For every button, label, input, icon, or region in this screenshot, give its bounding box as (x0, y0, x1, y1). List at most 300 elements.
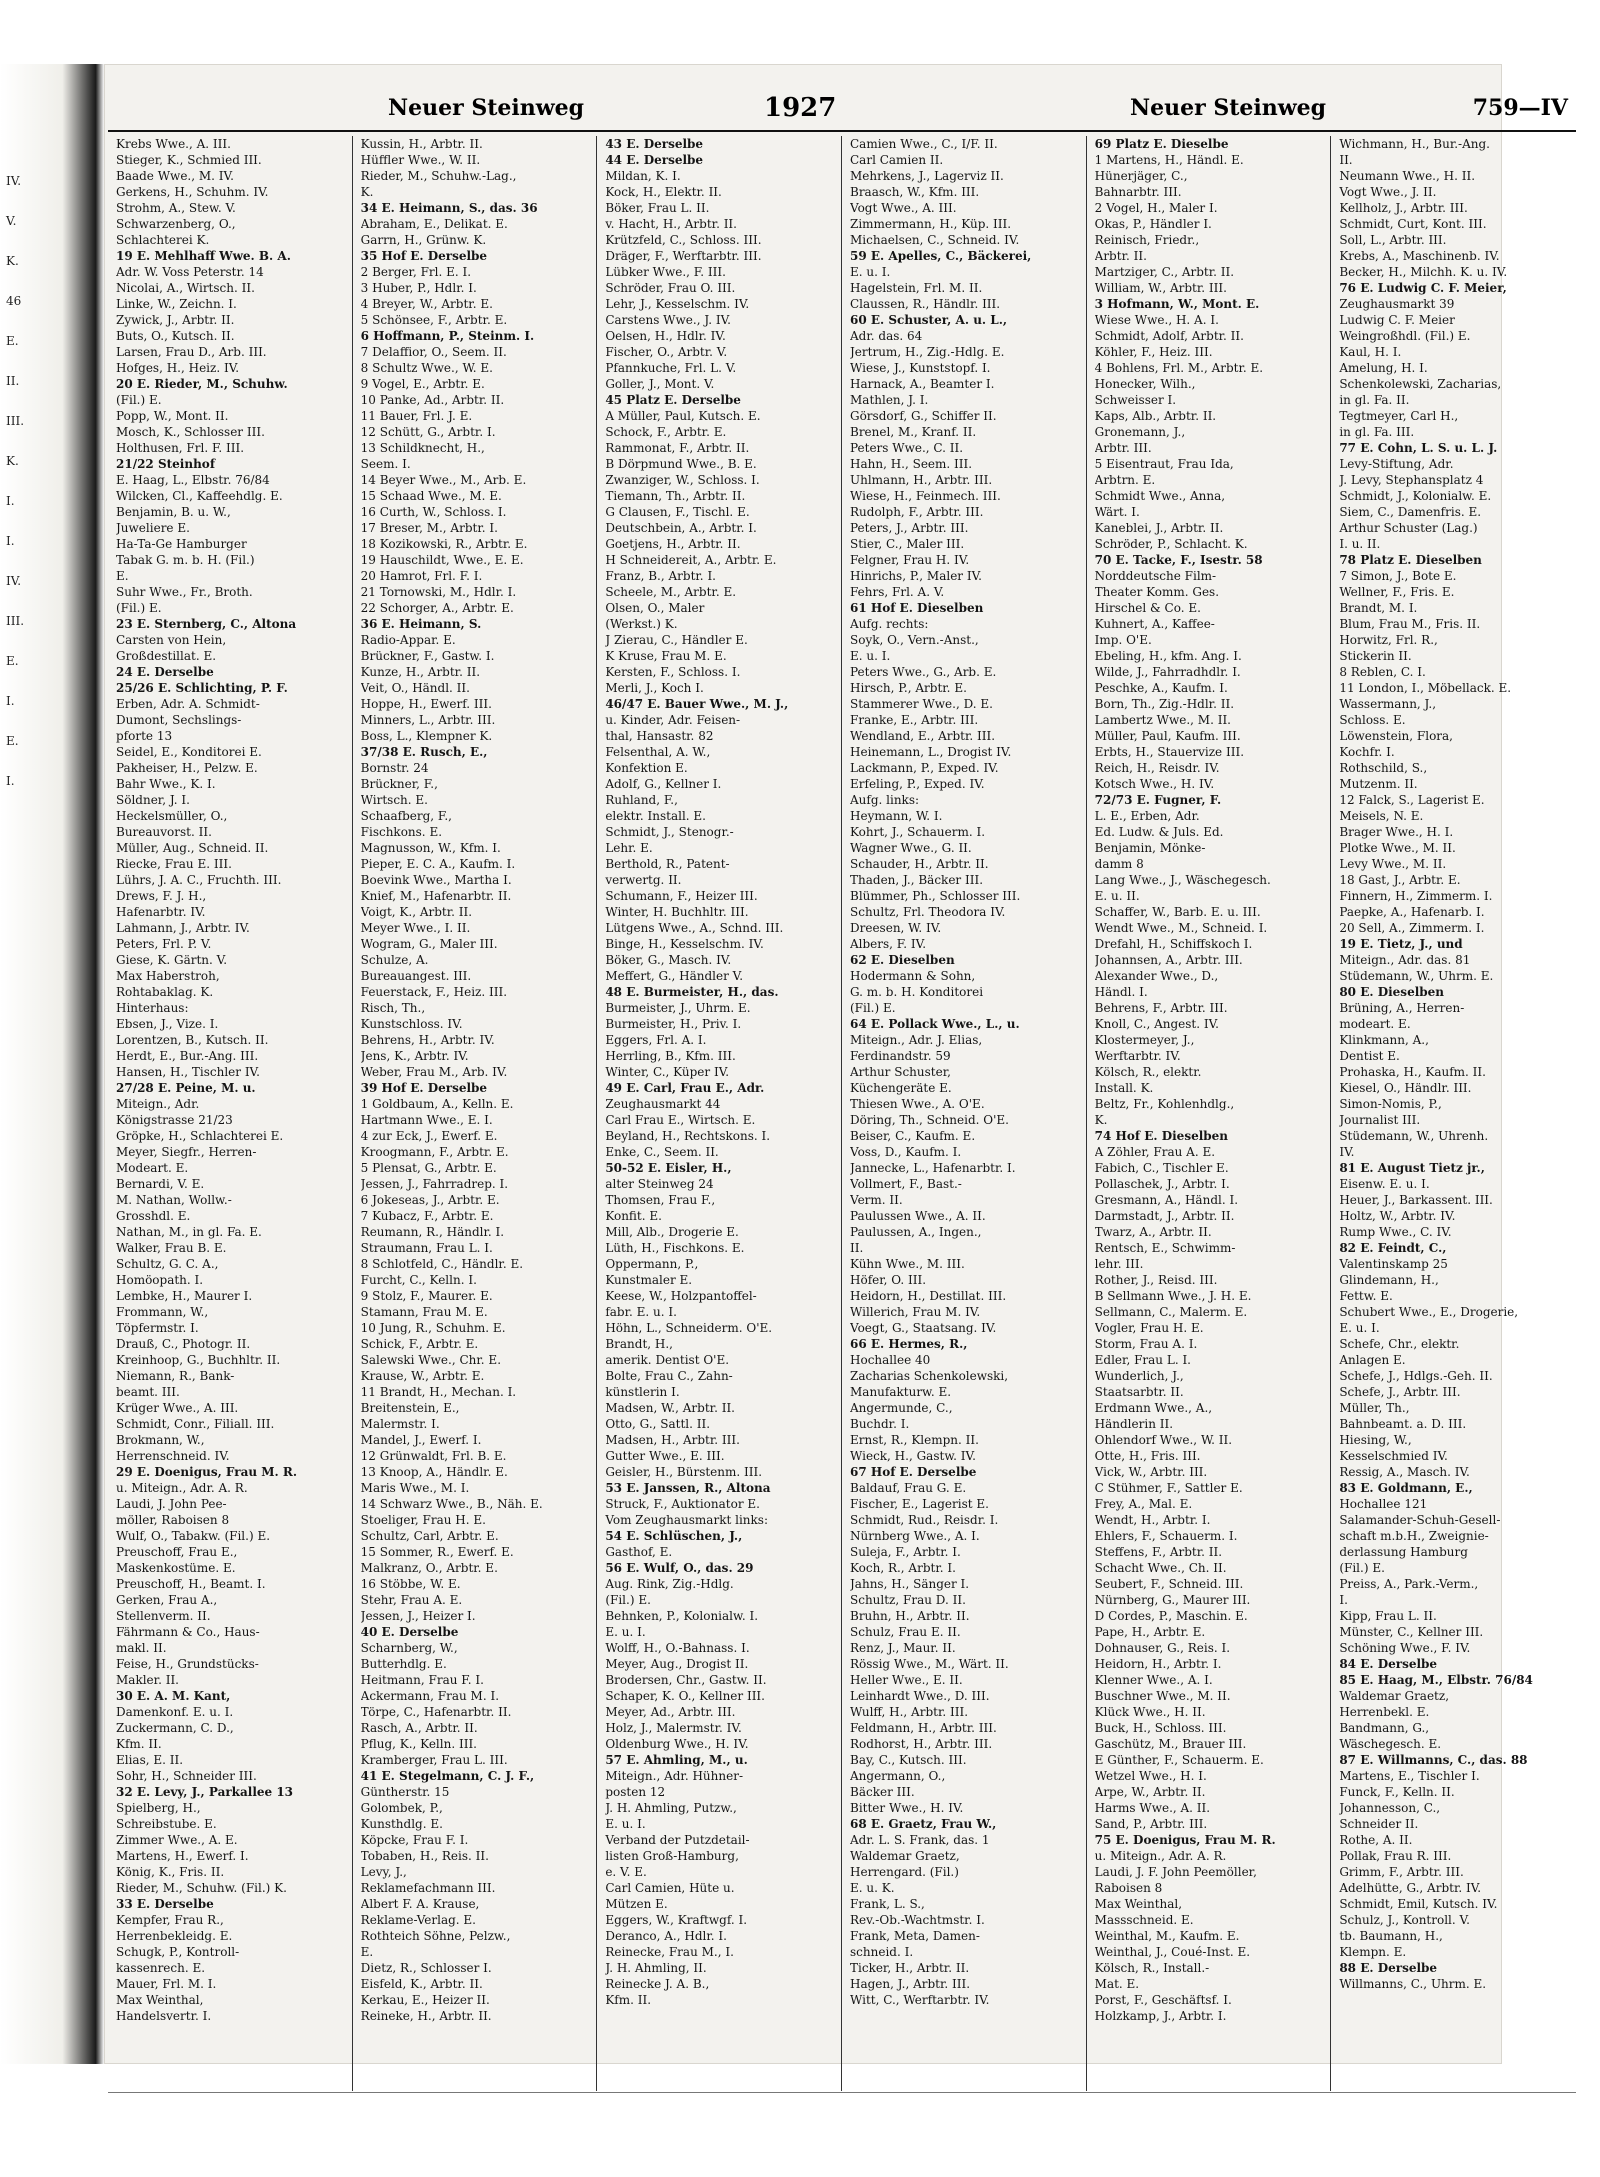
directory-entry: Herrenbekleidg. E. (116, 1929, 233, 1943)
directory-entry: Behrens, H., Arbtr. IV. (360, 1033, 495, 1047)
directory-entry: Rasch, A., Arbtr. II. (360, 1721, 478, 1735)
directory-entry: I. (1339, 1593, 1348, 1607)
directory-entry: Claussen, R., Händlr. III. (850, 297, 1001, 311)
directory-entry: Carl Camien II. (850, 153, 944, 167)
margin-fragment: IV. (6, 174, 22, 188)
footer-rule (108, 2092, 1576, 2093)
directory-entry: v. Hacht, H., Arbtr. II. (605, 217, 737, 231)
directory-entry: K. (1094, 1113, 1108, 1127)
directory-entry: Ruhland, F., (605, 793, 678, 807)
directory-entry: Rohtabaklag. K. (116, 985, 214, 999)
directory-entry: Lambertz Wwe., M. II. (1094, 713, 1231, 727)
directory-entry: posten 12 (605, 1785, 666, 1799)
directory-entry: Mauer, Frl. M. I. (116, 1977, 217, 1991)
directory-entry: derlassung Hamburg (1339, 1545, 1468, 1559)
directory-entry: Verm. II. (850, 1193, 903, 1207)
directory-entry: Pape, H., Arbtr. E. (1094, 1625, 1206, 1639)
street-title-left: Neuer Steinweg (388, 95, 585, 121)
directory-entry: 69 Platz E. Dieselbe (1094, 137, 1229, 151)
directory-entry: Krause, W., Arbtr. E. (360, 1369, 485, 1383)
directory-entry: 18 Gast, J., Arbtr. E. (1339, 873, 1461, 887)
directory-entry: Stickerin II. (1339, 649, 1412, 663)
directory-entry: Herrenbekl. E. (1339, 1705, 1430, 1719)
directory-entry: 56 E. Wulf, O., das. 29 (605, 1561, 754, 1575)
directory-entry: Schröder, Frau O. III. (605, 281, 736, 295)
directory-entry: Frommann, W., (116, 1305, 209, 1319)
directory-entry: 11 Brandt, H., Mechan. I. (360, 1385, 517, 1399)
directory-entry: (Werkst.) K. (605, 617, 678, 631)
directory-entry: (Fil.) E. (116, 601, 162, 615)
directory-entry: Madsen, W., Arbtr. II. (605, 1401, 735, 1415)
directory-entry: Massschneid. E. (1094, 1913, 1194, 1927)
directory-entry: Beiser, C., Kaufm. E. (850, 1129, 976, 1143)
directory-entry: Brandt, M. I. (1339, 601, 1418, 615)
directory-entry: B Dörpmund Wwe., B. E. (605, 457, 757, 471)
directory-entry: 54 E. Schlüschen, J., (605, 1529, 743, 1543)
directory-entry: Fischer, O., Arbtr. V. (605, 345, 728, 359)
directory-entry: modeart. E. (1339, 1017, 1411, 1031)
directory-entry: Lührs, J. A. C., Fruchth. III. (116, 873, 282, 887)
directory-entry: Pakheiser, H., Pelzw. E. (116, 761, 258, 775)
directory-entry: Preiss, A., Park.-Verm., (1339, 1577, 1479, 1591)
directory-entry: Simon-Nomis, P., (1339, 1097, 1442, 1111)
directory-entry: Kaps, Alb., Arbtr. II. (1094, 409, 1217, 423)
directory-entry: 34 E. Heimann, S., das. 36 (360, 201, 538, 215)
directory-entry: Preuschoff, Frau E., (116, 1545, 238, 1559)
directory-entry: Blümmer, Ph., Schlosser III. (850, 889, 1021, 903)
directory-entry: Steffens, F., Arbtr. II. (1094, 1545, 1223, 1559)
directory-entry: Schmidt, J., Stenogr.- (605, 825, 734, 839)
directory-entry: Maskenkostüme. E. (116, 1561, 236, 1575)
directory-entry: Schock, F., Arbtr. E. (605, 425, 727, 439)
directory-entry: elektr. Install. E. (605, 809, 706, 823)
directory-entry: Homöopath. I. (116, 1273, 204, 1287)
directory-entry: 4 Breyer, W., Arbtr. E. (360, 297, 493, 311)
directory-entry: Hirschel & Co. E. (1094, 601, 1201, 615)
directory-entry: Höfer, O. III. (850, 1273, 927, 1287)
directory-entry: Seem. I. (360, 457, 411, 471)
directory-entry: Händl. I. (1094, 985, 1148, 999)
directory-entry: Jessen, J., Heizer I. (360, 1609, 476, 1623)
directory-entry: Dumont, Sechslings- (116, 713, 242, 727)
directory-entry: Geisler, H., Bürstenm. III. (605, 1465, 763, 1479)
directory-entry: Schultz, Frau D. II. (850, 1593, 966, 1607)
directory-entry: Heymann, W. I. (850, 809, 943, 823)
directory-entry: Suhr Wwe., Fr., Broth. (116, 585, 253, 599)
directory-entry: Stüdemann, W., Uhrenh. (1339, 1129, 1489, 1143)
directory-entry: E. u. K. (850, 1881, 895, 1895)
directory-entry: Miteign., Adr. das. 81 (1339, 953, 1471, 967)
directory-entry: Hahn, H., Seem. III. (850, 457, 973, 471)
directory-entry: verwertg. II. (605, 873, 682, 887)
directory-entry: Arthur Schuster, (850, 1065, 951, 1079)
directory-entry: Alexander Wwe., D., (1094, 969, 1219, 983)
directory-entry: Klück Wwe., H. II. (1094, 1705, 1206, 1719)
directory-entry: Voss, D., Kaufm. I. (850, 1145, 962, 1159)
directory-entry: Ohlendorf Wwe., W. II. (1094, 1433, 1233, 1447)
directory-entry: Köhler, F., Heiz. III. (1094, 345, 1213, 359)
directory-entry: 75 E. Doenigus, Frau M. R. (1094, 1833, 1276, 1847)
directory-entry: Heckelsmüller, O., (116, 809, 228, 823)
directory-entry: Ludwig C. F. Meier (1339, 313, 1455, 327)
directory-entry: Brokmann, W., (116, 1433, 205, 1447)
directory-entry: 81 E. August Tietz jr., (1339, 1161, 1485, 1175)
directory-entry: Drauß, C., Photogr. II. (116, 1337, 251, 1351)
directory-entry: Ticker, H., Arbtr. II. (850, 1961, 970, 1975)
directory-entry: 19 Hauschildt, Wwe., E. E. (360, 553, 524, 567)
directory-entry: Wirtsch. E. (360, 793, 428, 807)
directory-entry: Carl Camien, Hüte u. (605, 1881, 735, 1895)
directory-entry: Storm, Frau A. I. (1094, 1337, 1198, 1351)
directory-entry: Salamander-Schuh-Gesell- (1339, 1513, 1501, 1527)
directory-entry: Seidel, E., Konditorei E. (116, 745, 262, 759)
directory-entry: Meisels, N. E. (1339, 809, 1424, 823)
directory-entry: Höhn, L., Schneiderm. O'E. (605, 1321, 773, 1335)
directory-entry: Görsdorf, G., Schiffer II. (850, 409, 997, 423)
directory-entry: Hofges, H., Heiz. IV. (116, 361, 240, 375)
directory-entry: William, W., Arbtr. III. (1094, 281, 1227, 295)
directory-entry: Hagen, J., Arbtr. III. (850, 1977, 971, 1991)
directory-entry: (Fil.) E. (605, 1593, 651, 1607)
directory-entry: Wiese, H., Feinmech. III. (850, 489, 1001, 503)
directory-entry: Dentist E. (1339, 1049, 1400, 1063)
directory-entry: Max Weinthal, (116, 1993, 204, 2007)
directory-entry: Neumann Wwe., H. II. (1339, 169, 1476, 183)
directory-entry: Peters Wwe., C. II. (850, 441, 964, 455)
directory-entry: Stieger, K., Schmied III. (116, 153, 262, 167)
directory-entry: Reinecke J. A. B., (605, 1977, 710, 1991)
directory-entry: Zuckermann, C. D., (116, 1721, 234, 1735)
directory-entry: Stamann, Frau M. E. (360, 1305, 488, 1319)
directory-entry: Eggers, W., Kraftwgf. I. (605, 1913, 748, 1927)
directory-entry: Heidorn, H., Destillat. III. (850, 1289, 1007, 1303)
directory-entry: L. E., Erben, Adr. (1094, 809, 1200, 823)
directory-entry: 23 E. Sternberg, C., Altona (116, 617, 297, 631)
directory-entry: 15 Schaad Wwe., M. E. (360, 489, 502, 503)
directory-entry: Großdestillat. E. (116, 649, 217, 663)
directory-entry: Tabak G. m. b. H. (Fil.) (116, 553, 255, 567)
directory-entry: Bäcker III. (850, 1785, 915, 1799)
directory-entry: Krebs Wwe., A. III. (116, 137, 231, 151)
directory-entry: 1 Martens, H., Händl. E. (1094, 153, 1244, 167)
directory-entry: Honecker, Wilh., (1094, 377, 1196, 391)
directory-entry: Giese, K. Gärtn. V. (116, 953, 228, 967)
directory-entry: Martens, H., Ewerf. I. (116, 1849, 249, 1863)
directory-entry: Elias, E. II. (116, 1753, 184, 1767)
directory-entry: Schmidt Wwe., Anna, (1094, 489, 1226, 503)
directory-entry: Schulz, Frau E. II. (850, 1625, 961, 1639)
directory-entry: 76 E. Ludwig C. F. Meier, (1339, 281, 1507, 295)
directory-entry: 36 E. Heimann, S. (360, 617, 482, 631)
directory-entry: Wulf, O., Tabakw. (Fil.) E. (116, 1529, 271, 1543)
directory-entry: Mehrkens, J., Lagerviz II. (850, 169, 1004, 183)
directory-entry: Berthold, R., Patent- (605, 857, 730, 871)
directory-column (597, 136, 842, 2091)
directory-entry: Kfm. II. (116, 1737, 162, 1751)
directory-entry: Knoll, C., Angest. IV. (1094, 1017, 1219, 1031)
directory-entry: 35 Hof E. Derselbe (360, 249, 488, 263)
directory-entry: Butterhdlg. E. (360, 1657, 447, 1671)
directory-entry: Niemann, R., Bank- (116, 1369, 235, 1383)
margin-fragment: III. (6, 614, 25, 628)
directory-entry: Rammonat, F., Arbtr. II. (605, 441, 750, 455)
directory-entry: Thomsen, Frau F., (605, 1193, 716, 1207)
directory-entry: Töpfermstr. I. (116, 1321, 199, 1335)
margin-fragment: IV. (6, 574, 22, 588)
directory-entry: 83 E. Goldmann, E., (1339, 1481, 1473, 1495)
directory-entry: in gl. Fa. II. (1339, 393, 1410, 407)
directory-entry: Herdt, E., Bur.-Ang. III. (116, 1049, 259, 1063)
directory-entry: 57 E. Ahmling, M., u. (605, 1753, 748, 1767)
directory-entry: E. u. I. (850, 265, 891, 279)
directory-entry: Riecke, Frau E. III. (116, 857, 232, 871)
directory-entry: 9 Vogel, E., Arbtr. E. (360, 377, 485, 391)
margin-fragment: I. (6, 534, 15, 548)
directory-entry: E. Haag, L., Elbstr. 76/84 (116, 473, 270, 487)
directory-entry: Nürnberg Wwe., A. I. (850, 1529, 980, 1543)
directory-entry: Miteign., Adr. (116, 1097, 200, 1111)
directory-entry: Preuschoff, H., Beamt. I. (116, 1577, 266, 1591)
directory-entry: E. (116, 569, 129, 583)
directory-entry: Goetjens, H., Arbtr. II. (605, 537, 741, 551)
directory-entry: Hüffler Wwe., W. II. (360, 153, 481, 167)
directory-entry: 12 Falck, S., Lagerist E. (1339, 793, 1485, 807)
directory-entry: Kreinhoop, G., Buchhltr. II. (116, 1353, 281, 1367)
directory-entry: Fährmann & Co., Haus- (116, 1625, 260, 1639)
directory-entry: Wendland, E., Arbtr. III. (850, 729, 996, 743)
directory-entry: Feldmann, H., Arbtr. III. (850, 1721, 997, 1735)
directory-entry: Reinecke, Frau M., I. (605, 1945, 734, 1959)
directory-entry: 5 Eisentraut, Frau Ida, (1094, 457, 1234, 471)
directory-entry: Kipp, Frau L. II. (1339, 1609, 1437, 1623)
directory-entry: Kiesel, O., Händlr. III. (1339, 1081, 1472, 1095)
directory-entry: Holzkamp, J., Arbtr. I. (1094, 2009, 1227, 2023)
directory-column (108, 136, 353, 2091)
directory-entry: 11 London, I., Möbellack. E. (1339, 681, 1512, 695)
directory-entry: Holtz, W., Arbtr. IV. (1339, 1209, 1456, 1223)
directory-entry: Bolte, Frau C., Zahn- (605, 1369, 733, 1383)
directory-entry: Struck, F., Auktionator E. (605, 1497, 760, 1511)
directory-entry: Wiese, J., Kunststopf. I. (850, 361, 991, 375)
directory-entry: Buck, H., Schloss. III. (1094, 1721, 1227, 1735)
directory-entry: Händlerin II. (1094, 1417, 1174, 1431)
directory-entry: 33 E. Derselbe (116, 1897, 214, 1911)
directory-entry: Lorentzen, B., Kutsch. II. (116, 1033, 269, 1047)
directory-entry: 32 E. Levy, J., Parkallee 13 (116, 1785, 294, 1799)
directory-entry: Pflug, K., Kelln. III. (360, 1737, 477, 1751)
directory-entry: Wiese Wwe., H. A. I. (1094, 313, 1219, 327)
directory-entry: Radio-Appar. E. (360, 633, 456, 647)
directory-entry: J Zierau, C., Händler E. (605, 633, 748, 647)
directory-entry: Gröpke, H., Schlachterei E. (116, 1129, 284, 1143)
directory-entry: Königstrasse 21/23 (116, 1113, 233, 1127)
directory-entry: Dohnauser, G., Reis. I. (1094, 1641, 1231, 1655)
directory-entry: Brückner, F., (360, 777, 438, 791)
directory-entry: Winter, C., Küper IV. (605, 1065, 730, 1079)
directory-entry: Albert F. A. Krause, (360, 1897, 480, 1911)
directory-entry: Schneider II. (1339, 1817, 1419, 1831)
margin-fragment: E. (6, 654, 19, 668)
directory-entry: Seubert, F., Schneid. III. (1094, 1577, 1244, 1591)
directory-entry: Schwarzenberg, O., (116, 217, 236, 231)
directory-entry: 87 E. Willmanns, C., das. 88 (1339, 1753, 1528, 1767)
directory-entry: Wäschegesch. E. (1339, 1737, 1442, 1751)
directory-entry: Gutter Wwe., E. III. (605, 1449, 725, 1463)
directory-entry: Rudolph, F., Arbtr. III. (850, 505, 984, 519)
directory-entry: Rieder, M., Schuhw. (Fil.) K. (116, 1881, 287, 1895)
directory-entry: Darmstadt, J., Arbtr. II. (1094, 1209, 1235, 1223)
margin-fragment: I. (6, 494, 15, 508)
directory-entry: Wärt. I. (1094, 505, 1140, 519)
directory-entry: Hoppe, H., Ewerf. III. (360, 697, 492, 711)
directory-entry: Fehrs, Frl. A. V. (850, 585, 945, 599)
directory-entry: Carsten von Hein, (116, 633, 227, 647)
directory-entry: Buschner Wwe., M. II. (1094, 1689, 1231, 1703)
directory-entry: B Sellmann Wwe., J. H. E. (1094, 1289, 1252, 1303)
directory-entry: Lübker Wwe., F. III. (605, 265, 726, 279)
directory-entry: 21 Tornowski, M., Hdlr. I. (360, 585, 517, 599)
directory-entry: Lang Wwe., J., Wäschegesch. (1094, 873, 1271, 887)
directory-entry: Johannsen, A., Arbtr. III. (1094, 953, 1243, 967)
directory-entry: J. H. Ahmling, Putzw., (605, 1801, 737, 1815)
directory-entry: Max Haberstroh, (116, 969, 220, 983)
directory-entry: Ferdinandstr. 59 (850, 1049, 951, 1063)
directory-entry: Reineke, H., Arbtr. II. (360, 2009, 492, 2023)
directory-entry: Lehr, J., Kesselschm. IV. (605, 297, 750, 311)
directory-entry: Zimmer Wwe., A. E. (116, 1833, 238, 1847)
directory-entry: Schultz, Frl. Theodora IV. (850, 905, 1006, 919)
directory-entry: 44 E. Derselbe (605, 153, 704, 167)
directory-entry: Franke, E., Arbtr. III. (850, 713, 979, 727)
directory-entry: Kaul, H. I. (1339, 345, 1402, 359)
directory-entry: Hafenarbtr. IV. (116, 905, 206, 919)
directory-entry: Krebs, A., Maschinenb. IV. (1339, 249, 1500, 263)
directory-entry: Prohaska, H., Kaufm. II. (1339, 1065, 1486, 1079)
directory-entry: Hochallee 121 (1339, 1497, 1428, 1511)
directory-entry: Boevink Wwe., Martha I. (360, 873, 512, 887)
directory-entry: Rössig Wwe., M., Wärt. II. (850, 1657, 1009, 1671)
directory-entry: Levy, J., (360, 1865, 407, 1879)
directory-entry: 7 Delaffior, O., Seem. II. (360, 345, 507, 359)
directory-entry: Keese, W., Holzpantoffel- (605, 1289, 757, 1303)
directory-entry: Leinhardt Wwe., D. III. (850, 1689, 990, 1703)
directory-entry: Wendt, H., Arbtr. I. (1094, 1513, 1211, 1527)
directory-entry: Kunsthdlg. E. (360, 1817, 443, 1831)
directory-entry: Willerich, Frau M. IV. (850, 1305, 981, 1319)
directory-entry: Stellenverm. II. (116, 1609, 211, 1623)
directory-entry: Rieder, M., Schuhw.-Lag., (360, 169, 517, 183)
directory-entry: 16 Stöbbe, W. E. (360, 1577, 461, 1591)
directory-entry: e. V. E. (605, 1865, 647, 1879)
directory-entry: Camien Wwe., C., I/F. II. (850, 137, 998, 151)
directory-entry: Wilcken, Cl., Kaffeehdlg. E. (116, 489, 283, 503)
directory-entry: 9 Stolz, F., Maurer. E. (360, 1289, 493, 1303)
directory-entry: Bahr Wwe., K. I. (116, 777, 216, 791)
directory-entry: C Stühmer, F., Sattler E. (1094, 1481, 1243, 1495)
directory-entry: Stammerer Wwe., D. E. (850, 697, 993, 711)
directory-entry: (Fil.) E. (850, 1001, 896, 1015)
directory-entry: Thaden, J., Bäcker III. (850, 873, 984, 887)
directory-entry: 61 Hof E. Dieselben (850, 601, 984, 615)
directory-entry: Carstens Wwe., J. IV. (605, 313, 731, 327)
directory-entry: Paulussen Wwe., A. II. (850, 1209, 986, 1223)
directory-entry: Finnern, H., Zimmerm. I. (1339, 889, 1493, 903)
directory-entry: Pfannkuche, Frl. L. V. (605, 361, 737, 375)
directory-entry: Angermunde, C., (850, 1401, 953, 1415)
directory-entry: 10 Jung, R., Schuhm. E. (360, 1321, 506, 1335)
directory-entry: Pollaschek, J., Arbtr. I. (1094, 1177, 1230, 1191)
directory-entry: Scharnberg, W., (360, 1641, 458, 1655)
directory-entry: Benjamin, Mönke- (1094, 841, 1206, 855)
directory-entry: 37/38 E. Rusch, E., (360, 745, 488, 759)
directory-entry: Wulff, H., Arbtr. III. (850, 1705, 969, 1719)
directory-entry: Dietz, R., Schlosser I. (360, 1961, 492, 1975)
directory-entry: Fettw. E. (1339, 1289, 1393, 1303)
directory-entry: Maris Wwe., M. I. (360, 1481, 470, 1495)
directory-entry: Tegtmeyer, Carl H., (1339, 409, 1459, 423)
directory-entry: Heitmann, Frau F. I. (360, 1673, 484, 1687)
directory-entry: Bahnarbtr. III. (1094, 185, 1182, 199)
directory-entry: Behrens, F., Arbtr. III. (1094, 1001, 1228, 1015)
directory-entry: König, K., Fris. II. (116, 1865, 225, 1879)
directory-entry: Lehr. E. (605, 841, 653, 855)
directory-entry: Kesselschmied IV. (1339, 1449, 1448, 1463)
directory-entry: Rodhorst, H., Arbtr. III. (850, 1737, 993, 1751)
directory-entry: Popp, W., Mont. II. (116, 409, 229, 423)
directory-entry: Arbtr. III. (1094, 441, 1152, 455)
directory-entry: Lembke, H., Maurer I. (116, 1289, 253, 1303)
directory-entry: Rothe, A. II. (1339, 1833, 1413, 1847)
directory-entry: 82 E. Feindt, C., (1339, 1241, 1447, 1255)
directory-entry: 43 E. Derselbe (605, 137, 704, 151)
directory-entry: Eggers, Frl. A. I. (605, 1033, 707, 1047)
directory-entry: Soll, L., Arbtr. III. (1339, 233, 1447, 247)
directory-entry: 16 Curth, W., Schloss. I. (360, 505, 507, 519)
directory-entry: Buts, O., Kutsch. II. (116, 329, 235, 343)
directory-entry: Modeart. E. (116, 1161, 189, 1175)
directory-entry: Hünerjäger, C., (1094, 169, 1188, 183)
directory-entry: künstlerin I. (605, 1385, 680, 1399)
directory-entry: Schmidt, Conr., Filiall. III. (116, 1417, 275, 1431)
directory-entry: 8 Reblen, C. I. (1339, 665, 1426, 679)
directory-entry: Scheele, M., Arbtr. E. (605, 585, 737, 599)
directory-entry: 48 E. Burmeister, H., das. (605, 985, 779, 999)
directory-entry: Rentsch, E., Schwimm- (1094, 1241, 1236, 1255)
directory-entry: Stüdemann, W., Uhrm. E. (1339, 969, 1494, 983)
directory-entry: 4 Bohlens, Frl. M., Arbtr. E. (1094, 361, 1264, 375)
directory-entry: E. (360, 1945, 374, 1959)
directory-entry: Törpe, C., Hafenarbtr. II. (360, 1705, 512, 1719)
directory-entry: Harms Wwe., A. II. (1094, 1801, 1211, 1815)
directory-entry: 84 E. Derselbe (1339, 1657, 1438, 1671)
directory-entry: Straumann, Frau L. I. (360, 1241, 493, 1255)
directory-entry: Meyer Wwe., I. II. (360, 921, 471, 935)
directory-entry: Zeughausmarkt 44 (605, 1097, 721, 1111)
directory-entry: Bandmann, G., (1339, 1721, 1430, 1735)
directory-entry: H Schneidereit, A., Arbtr. E. (605, 553, 777, 567)
directory-entry: 72/73 E. Fugner, F. (1094, 793, 1222, 807)
directory-entry: u. Kinder, Adr. Feisen- (605, 713, 741, 727)
directory-entry: Harnack, A., Beamter I. (850, 377, 995, 391)
directory-entry: 6 Hoffmann, P., Steinm. I. (360, 329, 535, 343)
directory-entry: Franz, B., Arbtr. I. (605, 569, 716, 583)
directory-entry: Fabich, C., Tischler E. (1094, 1161, 1229, 1175)
directory-entry: A Müller, Paul, Kutsch. E. (605, 409, 761, 423)
directory-entry: beamt. III. (116, 1385, 180, 1399)
directory-entry: Stoeliger, Frau H. E. (360, 1513, 486, 1527)
directory-entry: Kuhnert, A., Kaffee- (1094, 617, 1215, 631)
directory-entry: Paulussen, A., Ingen., (850, 1225, 982, 1239)
